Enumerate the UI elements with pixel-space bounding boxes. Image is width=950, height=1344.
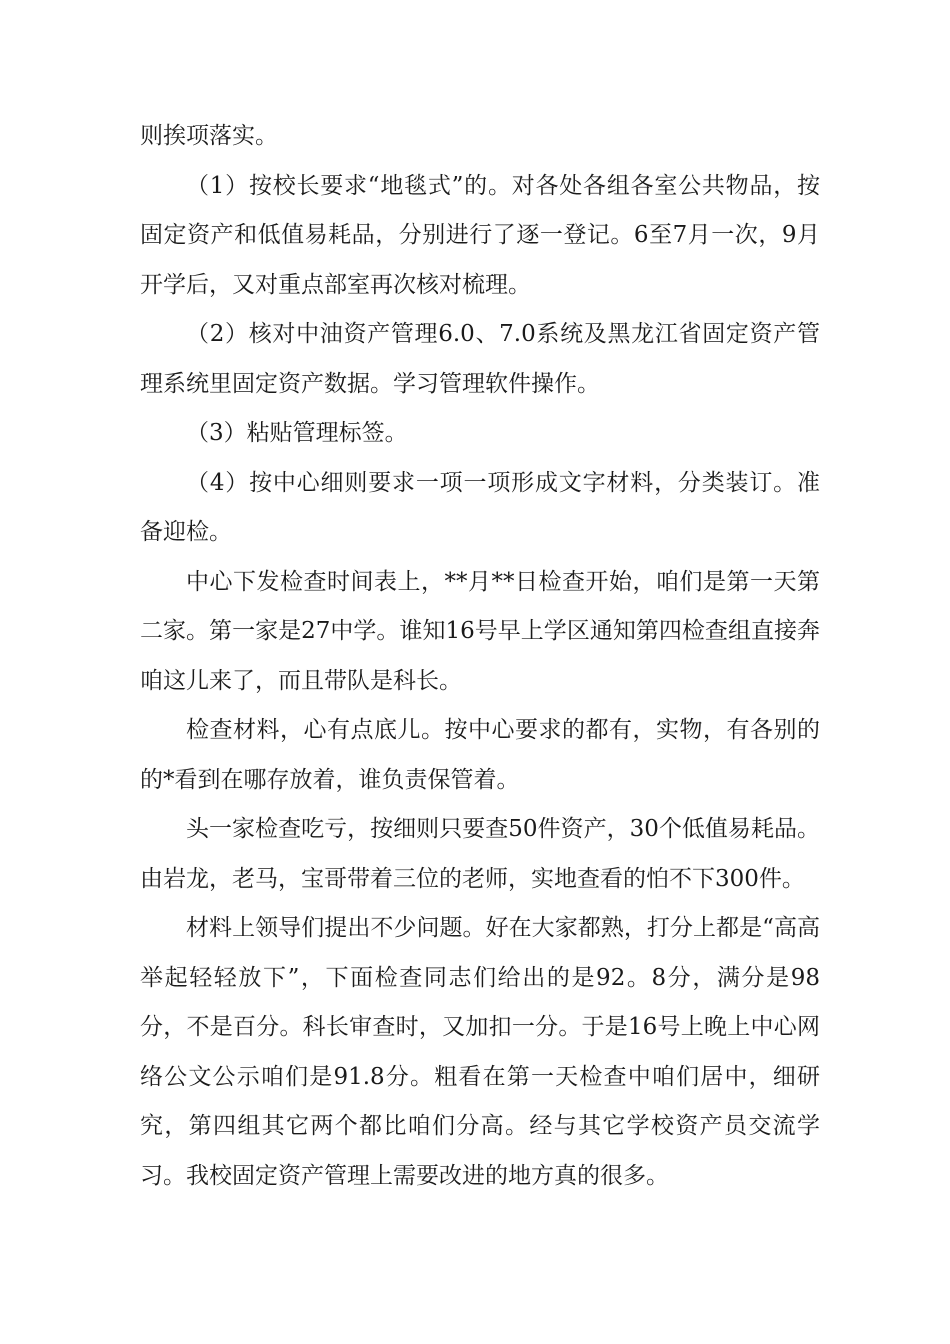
paragraph-item-1: （1）按校长要求“地毯式”的。对各处各组各室公共物品，按固定资产和低值易耗品，分别进行了逐一登记。6至7月一次，9月开学后，又对重点部室再次核对梳理。 (140, 172, 820, 298)
document-body (140, 112, 820, 1201)
paragraph-score: 材料上领导们提出不少问题。好在大家都熟，打分上都是“高高举起轻轻放下”，下面检查同志们给出的是92。8分，满分是98分，不是百分。科长审查时，又加扣一分。于是16号上晚上中心网络公文公示咱们是91.8分。粗看在第一天检查中咱们居中，细研究，第四组其它两个都比咱们分高。经与其它学校资产员交流学习。我校固定资产管理上需要改进的地方真的很多。 (140, 915, 820, 1189)
paragraph-schedule: 中心下发检查时间表上，**月**日检查开始，咱们是第一天第二家。第一家是27中学。谁知16号早上学区通知第四检查组直接奔咱这儿来了，而且带队是科长。 (140, 568, 820, 694)
paragraph-materials: 检查材料，心有点底儿。按中心要求的都有，实物，有各别的的*看到在哪存放着，谁负责保管着。 (140, 717, 820, 793)
paragraph-item-4: （4）按中心细则要求一项一项形成文字材料，分类装订。准备迎检。 (140, 469, 820, 545)
paragraph-inspection: 头一家检查吃亏，按细则只要查50件资产，30个低值易耗品。由岩龙，老马，宝哥带着三位的老师，实地查看的怕不下300件。 (140, 816, 820, 892)
paragraph-item-2: （2）核对中油资产管理6.0、7.0系统及黑龙江省固定资产管理系统里固定资产数据。学习管理软件操作。 (140, 321, 820, 397)
paragraph-continuation: 则挨项落实。 (140, 123, 278, 149)
paragraph-item-3: （3）粘贴管理标签。 (186, 420, 408, 446)
